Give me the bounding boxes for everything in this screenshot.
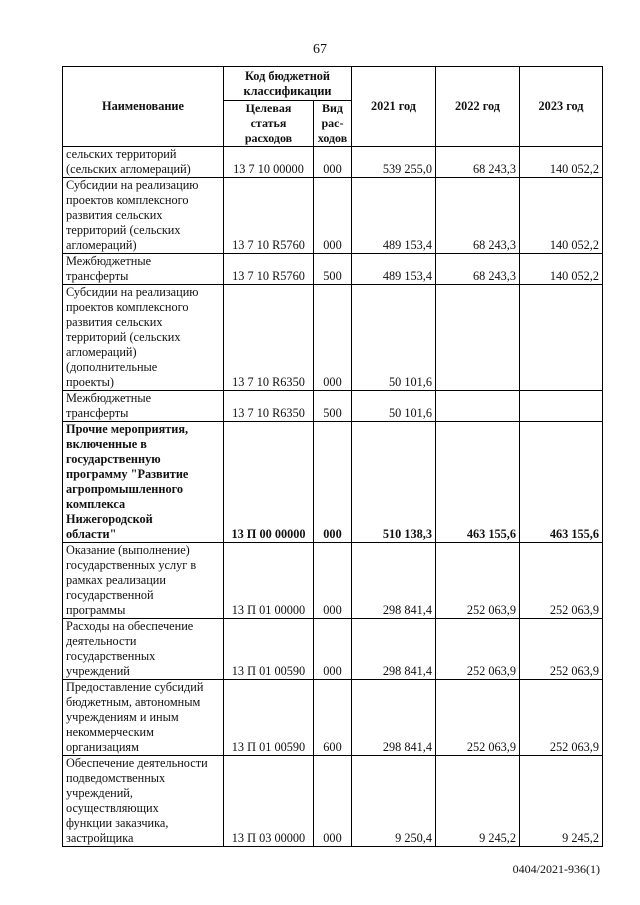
row-value-2023: 252 063,9 [520,619,603,680]
row-value-2022: 9 245,2 [436,756,520,847]
row-value-2021: 489 153,4 [352,178,436,254]
row-expense-type: 000 [314,285,352,391]
row-value-2023: 9 245,2 [520,756,603,847]
row-value-2021: 298 841,4 [352,543,436,619]
header-2021: 2021 год [352,67,436,147]
row-expense-type: 500 [314,391,352,422]
row-target-article: 13 7 10 00000 [224,147,314,178]
header-kbk-group: Код бюджетной классификации [224,67,352,101]
row-value-2022: 252 063,9 [436,619,520,680]
row-target-article: 13 7 10 R6350 [224,285,314,391]
table-row [63,543,603,619]
row-name: Предоставление субсидий бюджетным, автономным учреждениям и иным некоммерческим организациям [63,680,224,756]
row-expense-type: 600 [314,680,352,756]
table-row [63,147,603,178]
header-2023: 2023 год [520,67,603,147]
row-value-2023: 463 155,6 [520,422,603,543]
row-target-article: 13 7 10 R5760 [224,254,314,285]
row-target-article: 13 П 00 00000 [224,422,314,543]
row-value-2021: 539 255,0 [352,147,436,178]
row-value-2021: 9 250,4 [352,756,436,847]
row-value-2022: 463 155,6 [436,422,520,543]
table-row [63,619,603,680]
row-name: сельских территорий (сельских агломераций) [63,147,224,178]
row-value-2022: 252 063,9 [436,680,520,756]
row-value-2023: 140 052,2 [520,254,603,285]
row-value-2022: 68 243,3 [436,254,520,285]
row-value-2021: 510 138,3 [352,422,436,543]
row-name: Оказание (выполнение) государственных услуг в рамках реализации государственной программы [63,543,224,619]
row-expense-type: 000 [314,147,352,178]
row-value-2023: 140 052,2 [520,147,603,178]
row-value-2023 [520,391,603,422]
row-expense-type: 000 [314,543,352,619]
row-name: Субсидии на реализацию проектов комплексного развития сельских территорий (сельских агломераций) (дополнительные проекты) [63,285,224,391]
table-row [63,680,603,756]
table-row [63,178,603,254]
row-value-2023 [520,285,603,391]
row-value-2023: 140 052,2 [520,178,603,254]
table-row [63,422,603,543]
budget-table [62,66,603,847]
row-value-2023: 252 063,9 [520,680,603,756]
header-target-article: Целевая статья расходов [224,101,314,147]
row-expense-type: 000 [314,756,352,847]
row-value-2021: 298 841,4 [352,619,436,680]
table-body [63,147,603,847]
row-target-article: 13 П 03 00000 [224,756,314,847]
document-code: 0404/2021-936(1) [512,862,600,876]
header-2022: 2022 год [436,67,520,147]
row-target-article: 13 П 01 00590 [224,619,314,680]
table-row [63,285,603,391]
table-header [63,67,603,147]
row-value-2021: 50 101,6 [352,285,436,391]
row-expense-type: 000 [314,619,352,680]
row-name: Межбюджетные трансферты [63,254,224,285]
table-row [63,391,603,422]
row-name: Субсидии на реализацию проектов комплексного развития сельских территорий (сельских агломераций) [63,178,224,254]
row-expense-type: 000 [314,178,352,254]
row-value-2022: 68 243,3 [436,178,520,254]
row-value-2023: 252 063,9 [520,543,603,619]
row-name: Обеспечение деятельности подведомственных учреждений, осуществляющих функции заказчика, застройщика [63,756,224,847]
row-expense-type: 000 [314,422,352,543]
row-value-2022 [436,391,520,422]
row-target-article: 13 П 01 00590 [224,680,314,756]
row-value-2022: 68 243,3 [436,147,520,178]
row-value-2021: 50 101,6 [352,391,436,422]
row-value-2022 [436,285,520,391]
row-target-article: 13 7 10 R6350 [224,391,314,422]
header-name: Наименование [63,67,224,147]
row-target-article: 13 П 01 00000 [224,543,314,619]
row-name: Прочие мероприятия, включенные в государственную программу "Развитие агропромышленного комплекса Нижегородской области" [63,422,224,543]
table-row [63,756,603,847]
row-value-2021: 298 841,4 [352,680,436,756]
row-value-2021: 489 153,4 [352,254,436,285]
row-expense-type: 500 [314,254,352,285]
row-value-2022: 252 063,9 [436,543,520,619]
row-name: Межбюджетные трансферты [63,391,224,422]
row-name: Расходы на обеспечение деятельности государственных учреждений [63,619,224,680]
header-expense-type: Вид рас-ходов [314,101,352,147]
row-target-article: 13 7 10 R5760 [224,178,314,254]
page-number: 67 [313,42,327,57]
table-row [63,254,603,285]
